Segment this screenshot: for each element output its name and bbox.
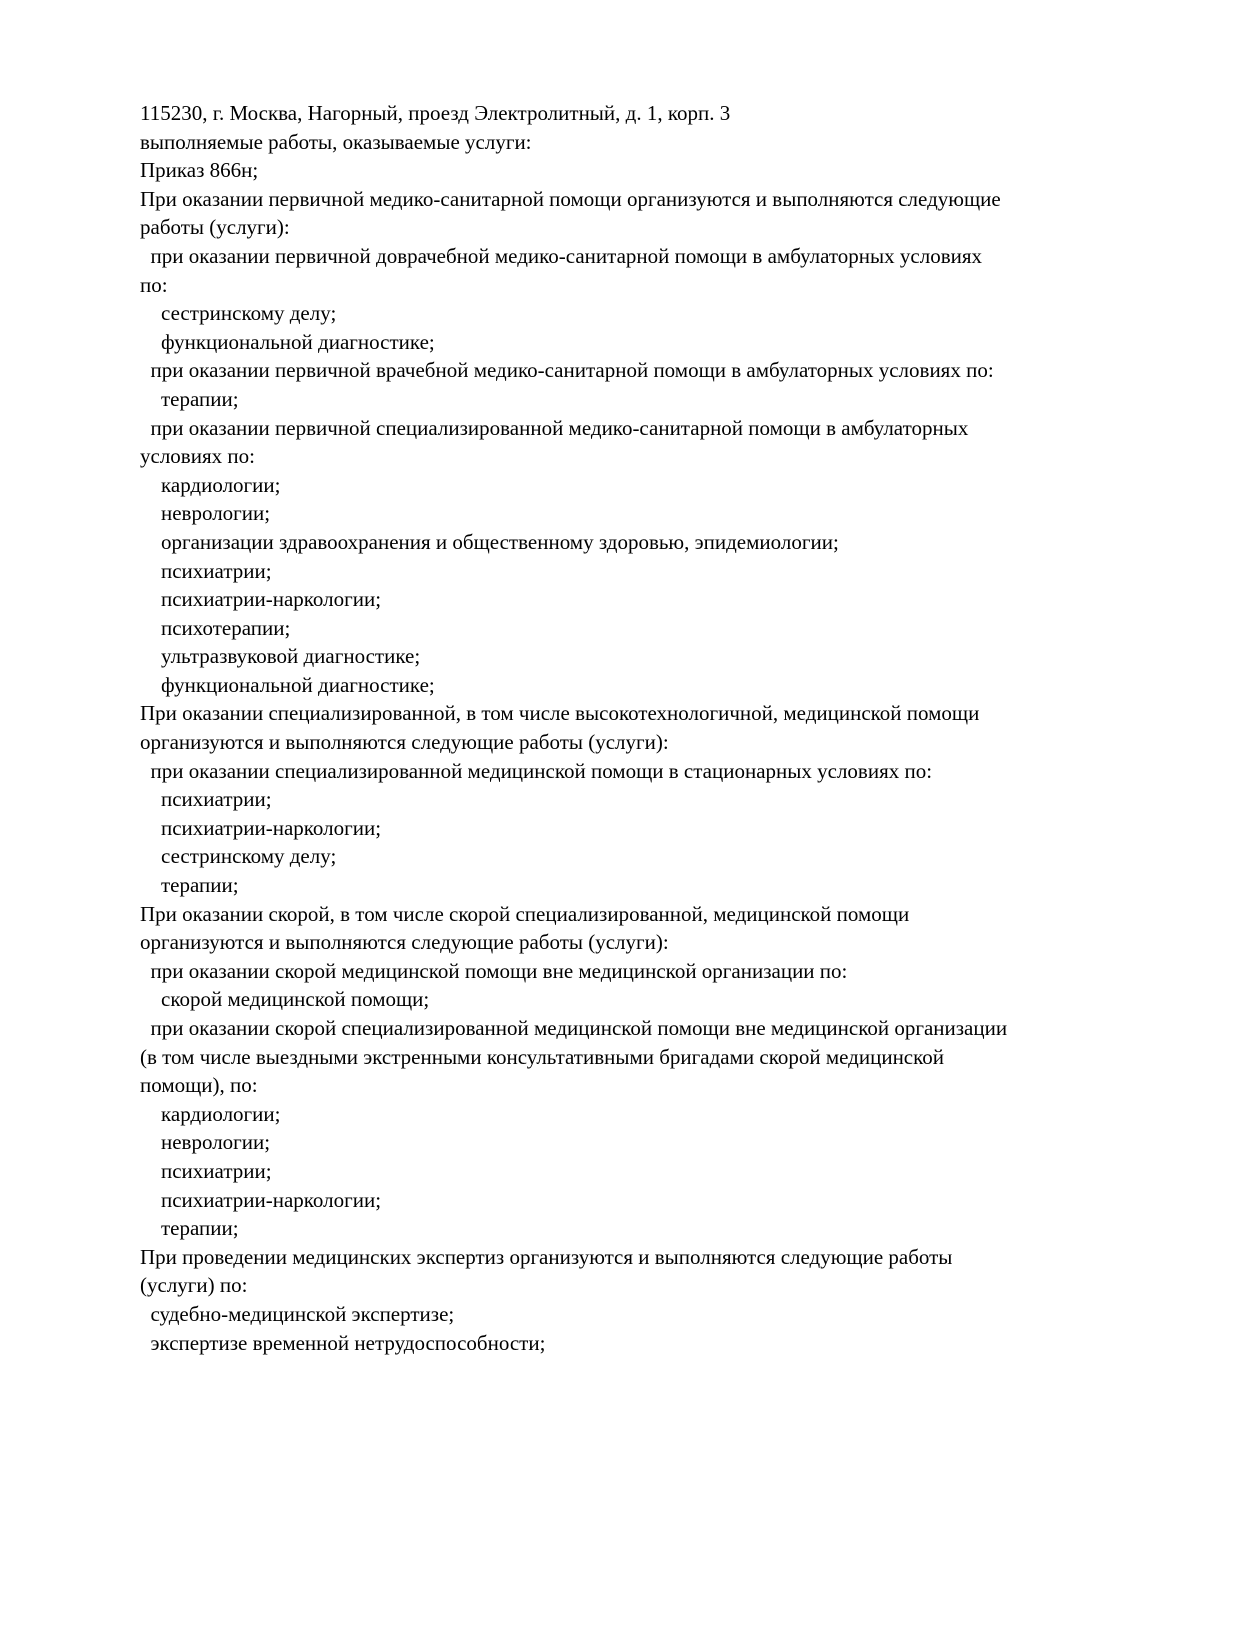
text-line: Приказ 866н; xyxy=(140,158,259,183)
text-line: терапии; xyxy=(140,873,239,898)
text-line: помощи), по: xyxy=(140,1073,258,1098)
text-line: психиатрии; xyxy=(140,787,272,812)
text-line: (в том числе выездными экстренными консультативными бригадами скорой медицинской xyxy=(140,1044,944,1069)
text-line: кардиологии; xyxy=(140,1101,281,1126)
text-line: условиях по: xyxy=(140,444,255,469)
text-line: выполняемые работы, оказываемые услуги: xyxy=(140,129,532,154)
text-line: при оказании первичной врачебной медико-санитарной помощи в амбулаторных условиях по: xyxy=(140,358,994,383)
text-line: терапии; xyxy=(140,1216,239,1241)
text-line: организуются и выполняются следующие работы (услуги): xyxy=(140,730,669,755)
text-line: неврологии; xyxy=(140,1130,271,1155)
text-line: психиатрии-наркологии; xyxy=(140,587,382,612)
text-line: психиатрии-наркологии; xyxy=(140,1187,382,1212)
text-line: неврологии; xyxy=(140,501,271,526)
text-line: При проведении медицинских экспертиз организуются и выполняются следующие работы xyxy=(140,1244,953,1269)
text-line: психиатрии; xyxy=(140,1158,272,1183)
text-line: при оказании специализированной медицинской помощи в стационарных условиях по: xyxy=(140,758,933,783)
text-line: организуются и выполняются следующие работы (услуги): xyxy=(140,930,669,955)
text-line: при оказании скорой специализированной медицинской помощи вне медицинской организации xyxy=(140,1016,1008,1040)
text-line: при оказании первичной специализированной медико-санитарной помощи в амбулаторных xyxy=(140,415,969,440)
text-line: сестринскому делу; xyxy=(140,844,337,869)
text-line: При оказании первичной медико-санитарной помощи организуются и выполняются следующие xyxy=(140,186,1001,211)
text-line: психотерапии; xyxy=(140,615,291,640)
text-line: При оказании специализированной, в том числе высокотехнологичной, медицинской помощи xyxy=(140,701,980,726)
text-line: судебно-медицинской экспертизе; xyxy=(140,1301,455,1326)
text-line: при оказании скорой медицинской помощи вне медицинской организации по: xyxy=(140,958,848,983)
text-line: скорой медицинской помощи; xyxy=(140,987,430,1012)
text-line: работы (услуги): xyxy=(140,215,290,240)
text-line: 115230, г. Москва, Нагорный, проезд Электролитный, д. 1, корп. 3 xyxy=(140,101,731,125)
text-line: сестринскому делу; xyxy=(140,301,337,326)
document-text-block xyxy=(140,99,1135,1357)
text-line: при оказании первичной доврачебной медико-санитарной помощи в амбулаторных условиях xyxy=(140,243,983,268)
text-line: по: xyxy=(140,272,168,297)
text-line: терапии; xyxy=(140,386,239,411)
text-line: функциональной диагностике; xyxy=(140,672,435,697)
text-line: При оказании скорой, в том числе скорой специализированной, медицинской помощи xyxy=(140,901,910,926)
text-line: функциональной диагностике; xyxy=(140,329,435,354)
text-line: (услуги) по: xyxy=(140,1273,248,1298)
text-line: кардиологии; xyxy=(140,472,281,497)
text-line: организации здравоохранения и общественному здоровью, эпидемиологии; xyxy=(140,529,839,554)
text-line: экспертизе временной нетрудоспособности; xyxy=(140,1330,546,1355)
text-line: психиатрии-наркологии; xyxy=(140,815,382,840)
text-line: психиатрии; xyxy=(140,558,272,583)
text-line: ультразвуковой диагностике; xyxy=(140,644,421,669)
